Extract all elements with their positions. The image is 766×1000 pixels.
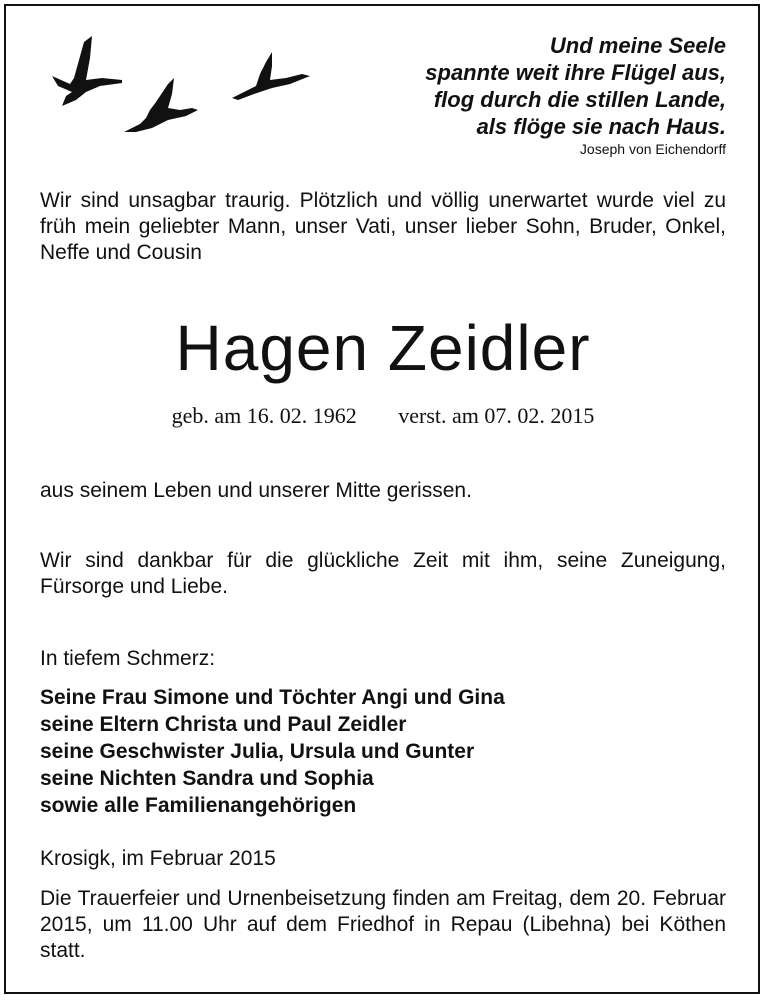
deceased-name: Hagen Zeidler [175, 312, 591, 384]
grief-heading: In tiefem Schmerz: [40, 647, 216, 670]
mourner-line: Seine Frau Simone und Töchter Angi und Gina [40, 686, 505, 709]
birth-date: geb. am 16. 02. 1962 [171, 403, 357, 428]
mourner-line: seine Eltern Christa und Paul Zeidler [40, 713, 407, 736]
thanks-text: Wir sind dankbar für die glückliche Zeit mit ihm, seine Zuneigung, Fürsorge und Liebe. [40, 549, 726, 598]
quote-author: Joseph von Eichendorff [579, 141, 726, 157]
life-dates [0, 402, 766, 430]
quote-line: Und meine Seele [549, 33, 726, 58]
mourner-line: sowie alle Familienangehörigen [40, 794, 357, 817]
taken-text: aus seinem Leben und unserer Mitte gerissen. [40, 479, 472, 502]
funeral-info: Die Trauerfeier und Urnenbeisetzung finden am Freitag, dem 20. Februar 2015, um 11.00 Uhr auf dem Friedhof in Repau (Libehna) bei Köthen statt. [40, 887, 726, 962]
mourners-list [40, 684, 505, 819]
place-date: Krosigk, im Februar 2015 [40, 847, 276, 870]
quote-line: als flöge sie nach Haus. [476, 114, 726, 139]
flying-birds-icon [40, 28, 330, 148]
quote-line: flog durch die stillen Lande, [433, 87, 726, 112]
mourner-line: seine Geschwister Julia, Ursula und Gunter [40, 740, 475, 763]
death-date: verst. am 07. 02. 2015 [398, 403, 595, 428]
intro-text: Wir sind unsagbar traurig. Plötzlich und völlig unerwartet wurde viel zu früh mein geliebter Mann, unser Vati, unser lieber Sohn, Bruder, Onkel, Neffe und Cousin [40, 189, 726, 264]
quote-line: spannte weit ihre Flügel aus, [425, 60, 726, 85]
eichendorff-quote [425, 32, 726, 158]
mourner-line: seine Nichten Sandra und Sophia [40, 767, 374, 790]
